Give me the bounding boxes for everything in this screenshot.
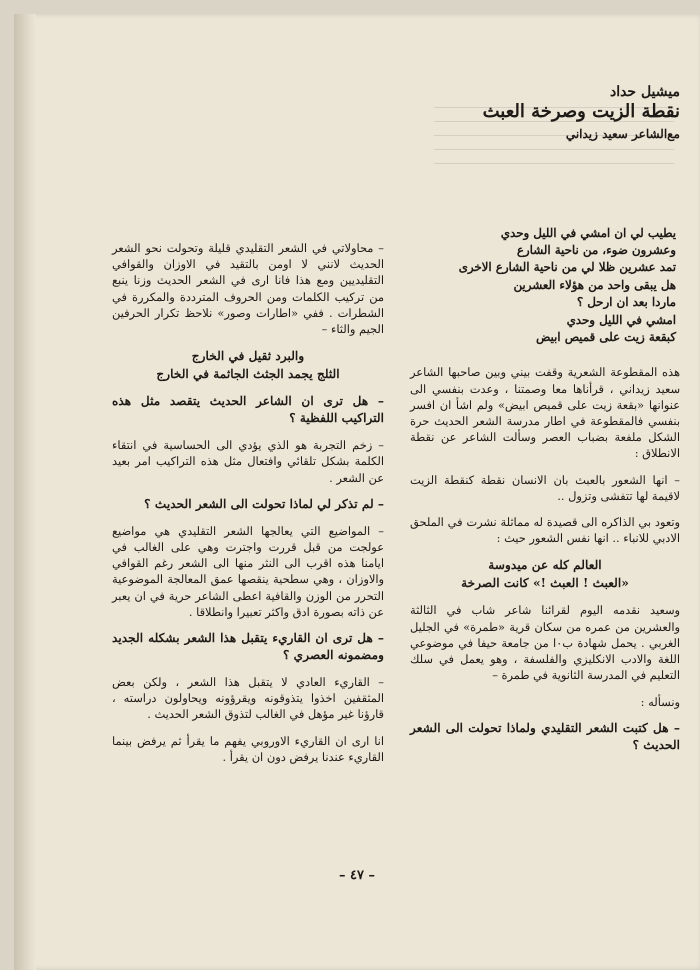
poem-line: ماردا بعد ان ارحل ؟ bbox=[576, 295, 676, 310]
author-name: ميشيل حداد bbox=[609, 84, 680, 100]
paragraph: وسعيد نقدمه اليوم لقرائنا شاعر شاب في الثالثة والعشرين من عمره من سكان قرية «طمرة» في الجليل الغربي . يحمل شهادة ب٠ا من جامعة حيفا في موضوعي اللغة والادب الانكليزي والفلسفة ، وهو يعمل في سلك التعليم في المدرسة الثانوية في طمرة – bbox=[410, 603, 680, 683]
right-column bbox=[410, 72, 680, 764]
verse-line: الثلج يجمد الجثث الجاثمة في الخارج bbox=[156, 367, 340, 382]
poem bbox=[410, 225, 680, 347]
question: – لم تذكر لي لماذا تحولت الى الشعر الحديث ؟ bbox=[144, 496, 384, 511]
verse-line: العالم كله عن ميدوسة bbox=[488, 558, 602, 573]
poem-line: وعشرون ضوء، من ناحية الشارع bbox=[516, 243, 676, 258]
answer-paragraph: – المواضيع التي يعالجها الشعر التقليدي هي مواضيع عولجت من قبل قررت واجترت وهي على الغالب في ايامنا هذه اقرب الى النثر منها الى الشعر رغم القوافي والاوزان ، وهي سطحية ينقصها عمق المعالجة الموضوعية التحرر من الوزن والقافية اعطى الشاعر حرية في ان يعبر عن ذاته بصورة ادق واكثر تعبيرا وانطلاقا . bbox=[112, 523, 384, 619]
left-column bbox=[112, 240, 384, 775]
quoted-verse bbox=[112, 347, 384, 383]
answer-paragraph: – القاريء العادي لا يتقبل هذا الشعر ، ولكن بعض المثقفين اخذوا يتذوقونه ويقرؤونه ويحاولون دراسته ، قارؤنا غير مؤهل في الغالب لتذوق الشعر الحديث . bbox=[112, 675, 384, 722]
question: – هل كتبت الشعر التقليدي ولماذا تحولت الى الشعر الحديث ؟ bbox=[410, 720, 680, 752]
answer-paragraph: – انها الشعور بالعبث بان الانسان نقطة كنقطة الزيت لاقيمة لها تتفشى وتزول .. bbox=[410, 472, 680, 503]
paragraph: هذه المقطوعة الشعرية وقفت بيني وبين صاحبها الشاعر سعيد زيداني ، قرأناها معا وصمتنا ، وعدت بنفسي الى عنوانها «بقعة زيت على قميص ابيض» ولم اشأ ان افسر بنفسي فالمقطوعة في اطار مدرسة الشعر الحديث حرة الشكل ملفعة بضباب العصر وسألت الشاعر عن نقطة الانطلاق : bbox=[410, 365, 680, 461]
verse-line: والبرد ثقيل في الخارج bbox=[191, 349, 305, 364]
magazine-page bbox=[14, 14, 700, 970]
answer-paragraph: – زخم التجربة هو الذي يؤدي الى الحساسية في انتقاء الكلمة بشكل تلقائي وافتعال مثل هذه التراكيب امر بعيد عن الشعر . bbox=[112, 438, 384, 485]
paragraph: ونسأله : bbox=[640, 694, 680, 709]
page-number: – ٤٧ – bbox=[338, 868, 376, 883]
answer-paragraph: – محاولاتي في الشعر التقليدي قليلة وتحولت نحو الشعر الحديث لانني لا اومن بالتقيد في الاوزان والقوافي التقليديين ومع هذا فانا ارى في الشعر الحديث وزنا ينبع من تركيب الكلمات ومن الحروف المترددة والمكررة في الشطرات . ففي «اطارات وصور» نلاحظ تكرار الحرفين الجيم والثاء – bbox=[112, 241, 384, 337]
poem-line: كبقعة زيت على قميص ابيض bbox=[536, 330, 676, 345]
quoted-verse bbox=[410, 556, 680, 592]
verse-line: «العبث ! العبث !» كانت الصرخة bbox=[461, 576, 629, 591]
page-spine-shadow bbox=[14, 14, 36, 970]
question: – هل ترى ان الشاعر الحديث يتقصد مثل هذه التراكيب اللفظية ؟ bbox=[112, 394, 384, 426]
poem-line: يطيب لي ان امشي في الليل وحدي bbox=[500, 225, 676, 240]
answer-paragraph: انا ارى ان القاريء الاوروبي يفهم ما يقرأ ثم يرفض بينما القاريء عندنا يرفض دون ان يقرأ . bbox=[112, 733, 384, 764]
poem-line: تمد عشرين ظلا لي من ناحية الشارع الاخرى bbox=[458, 260, 676, 275]
article-subtitle: مع‌الشاعر سعيد زيداني bbox=[565, 127, 680, 142]
paragraph: وتعود بي الذاكره الى قصيدة له مماثلة نشرت في الملحق الادبي للانباء .. انها نفس الشعور حيث : bbox=[410, 515, 680, 546]
question: – هل ترى ان القاريء يتقبل هذا الشعر بشكله الجديد ومضمونه العصري ؟ bbox=[112, 631, 384, 663]
poem-line: هل يبقى واحد من هؤلاء العشرين bbox=[513, 277, 676, 292]
poem-line: امشي في الليل وحدي bbox=[566, 312, 676, 327]
article-title: نقطة الزيت وصرخة العبث bbox=[482, 101, 680, 123]
